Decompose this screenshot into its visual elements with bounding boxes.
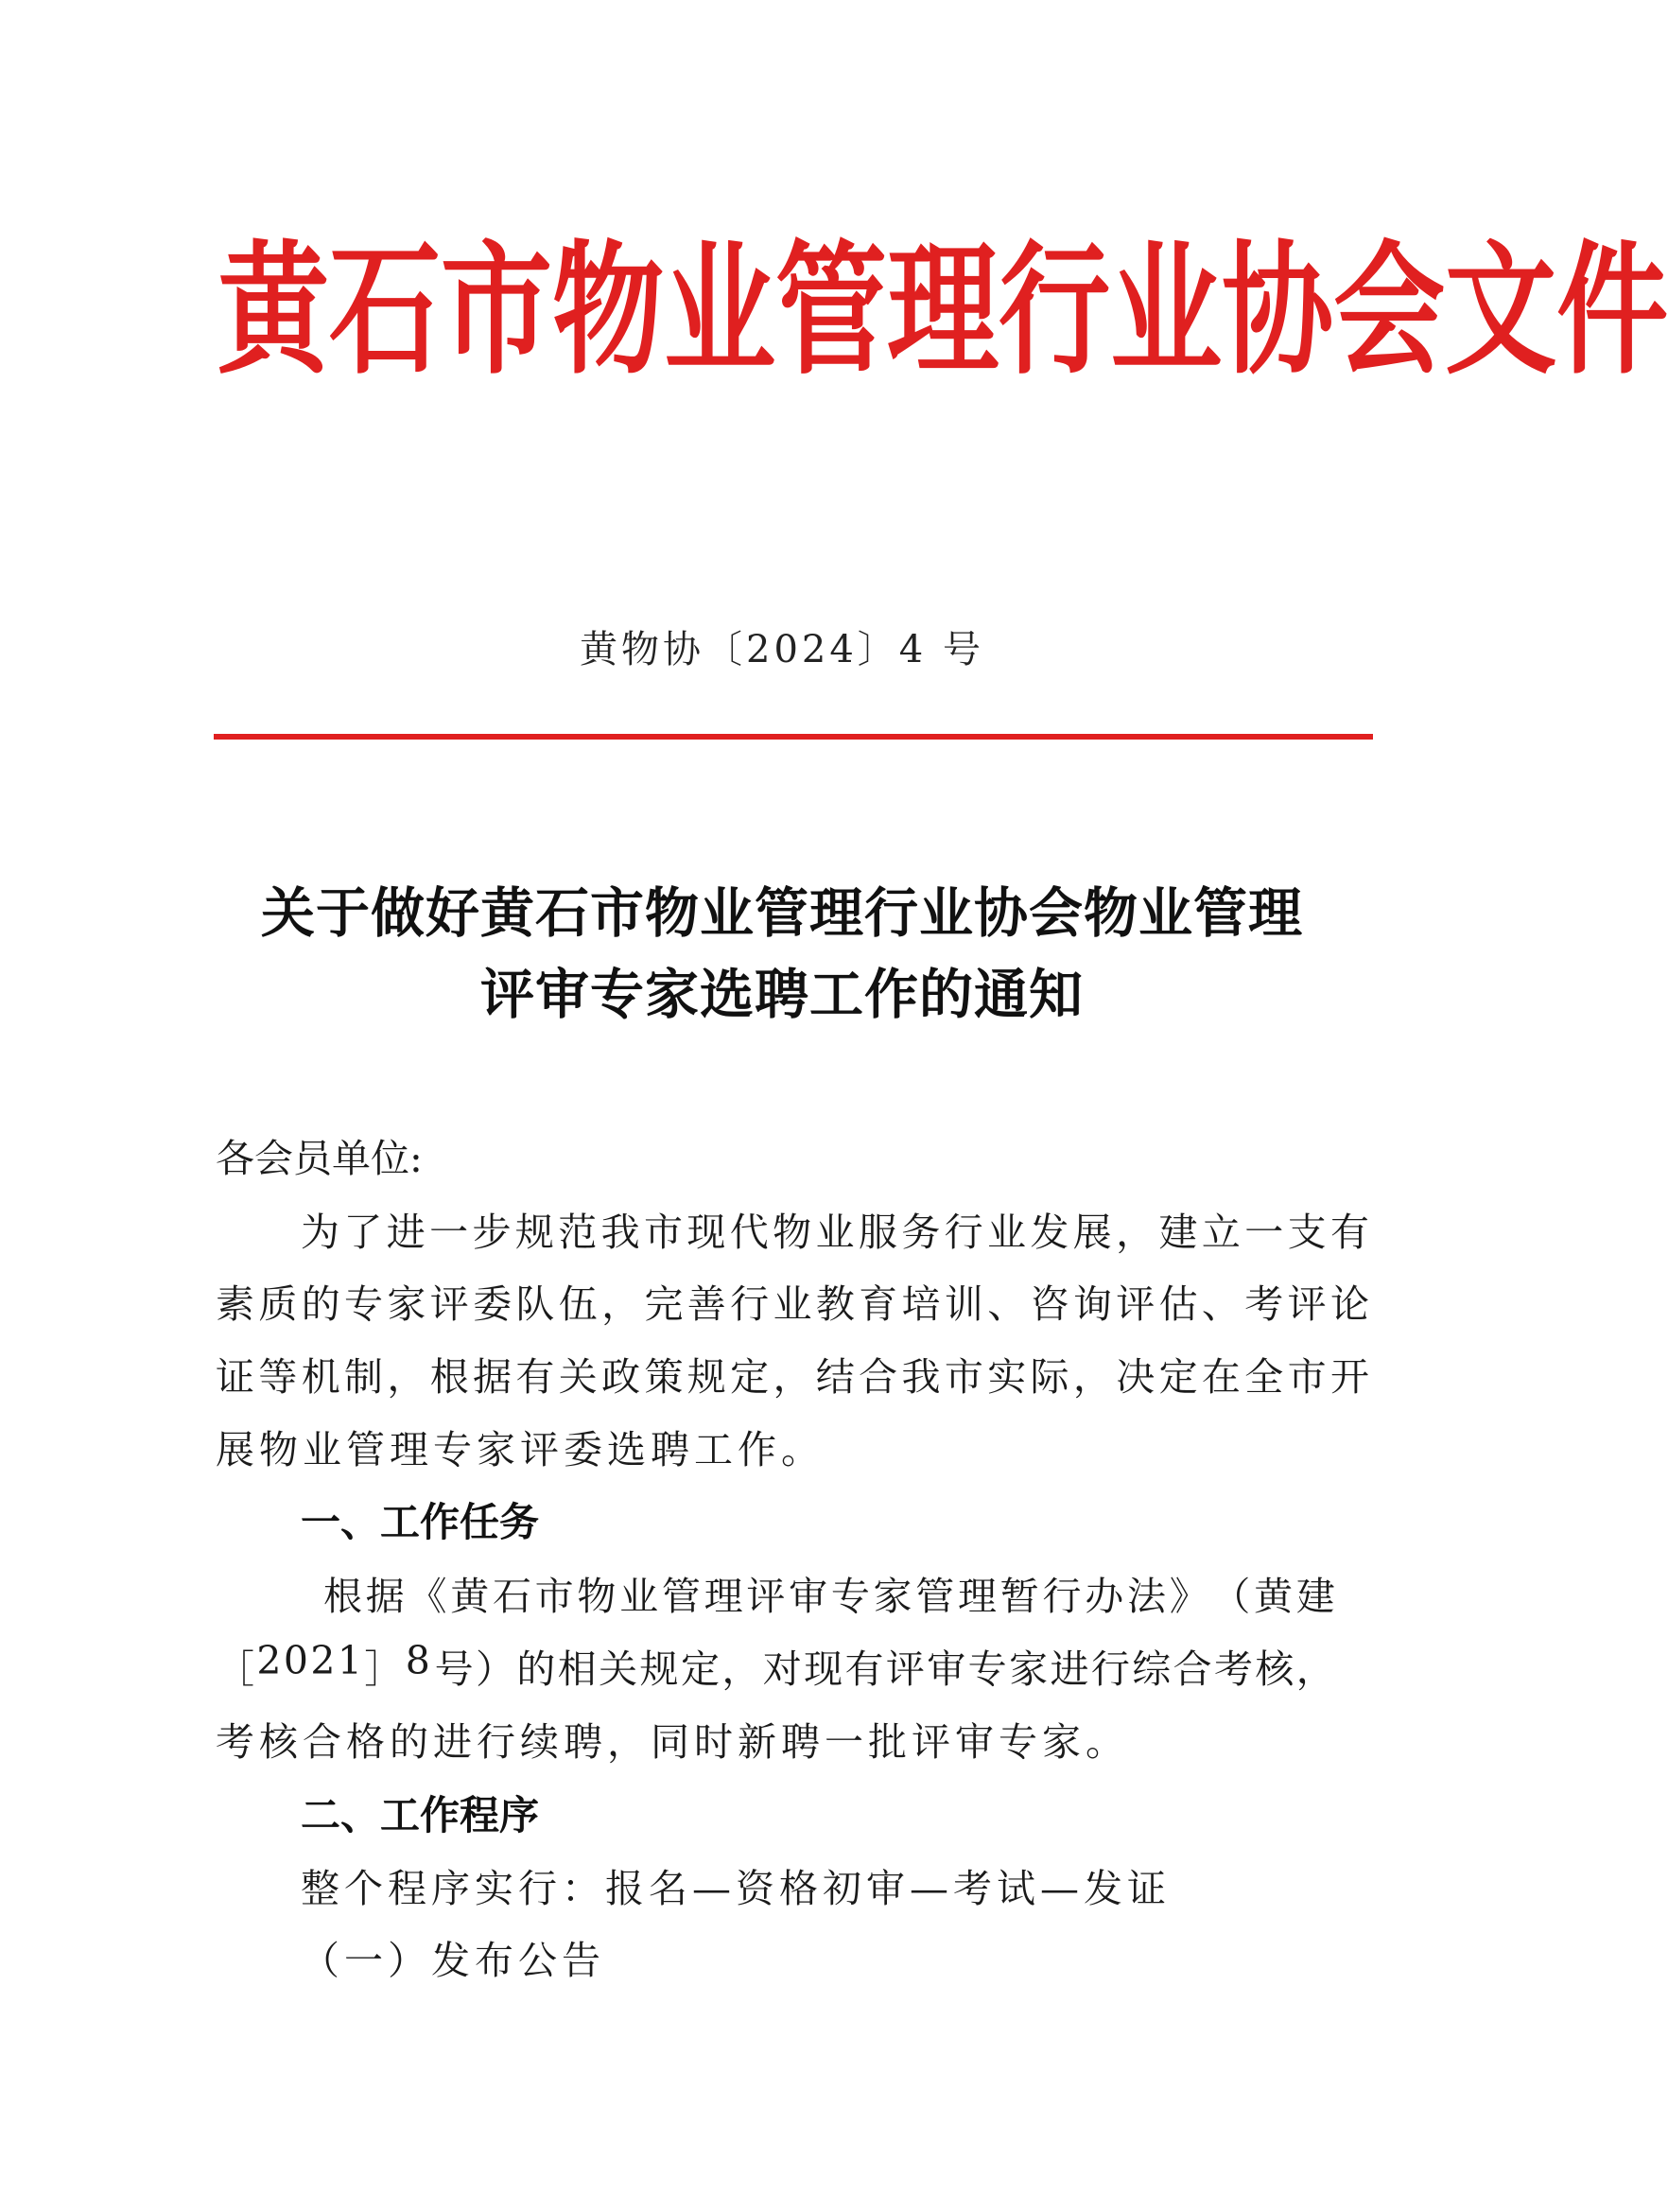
intro-line-2: 素 质 的 专 家 评 委 队 伍 ， 完 善 行 业 教 育 培 训 、 咨 询 评 估 、 考 评 论 — [216, 1281, 1369, 1327]
section-2-heading: 二、工作程序 — [301, 1792, 540, 1838]
intro-line-4: 展物业管理专家评委选聘工作。 — [216, 1427, 825, 1472]
salutation: 各会员单位: — [216, 1136, 423, 1181]
section-2-line-1: 整个程序实行：报名—资格初审—考试—发证 — [301, 1866, 1171, 1911]
notice-title-line-2: 评审专家选聘工作的通知 — [480, 964, 1084, 1026]
section-2-subheading: （一）发布公告 — [301, 1938, 605, 1983]
notice-title-line-1: 关于做好黄石市物业管理行业协会物业管理 — [261, 882, 1303, 945]
masthead-title: 黄 石 市 物 业 管 理 行 业 协 会 文 件 — [217, 225, 1668, 394]
section-1-line-1: 根 据 《 黄 石 市 物 业 管 理 评 审 专 家 管 理 暂 行 办 法 》 （ 黄 建 — [323, 1574, 1335, 1619]
intro-line-1: 为 了 进 一 步 规 范 我 市 现 代 物 业 服 务 行 业 发 展 ， 建 立 一 支 有 — [301, 1210, 1369, 1255]
intro-line-3: 证 等 机 制 ， 根 据 有 关 政 策 规 定 ， 结 合 我 市 实 际 ， 决 定 在 全 市 开 — [216, 1354, 1369, 1400]
section-1-line-2: ［ 2 0 2 1 ］ 8 号 ） 的 相 关 规 定 ， 对 现 有 评 审 专 家 进 行 综 合 考 核 ， — [216, 1638, 1335, 1692]
red-divider-line — [214, 734, 1373, 740]
document-number: 黄物协〔2024〕4 号 — [580, 628, 984, 671]
section-1-heading: 一、工作任务 — [301, 1499, 540, 1545]
section-1-line-3: 考核合格的进行续聘，同时新聘一批评审专家。 — [216, 1719, 1129, 1765]
